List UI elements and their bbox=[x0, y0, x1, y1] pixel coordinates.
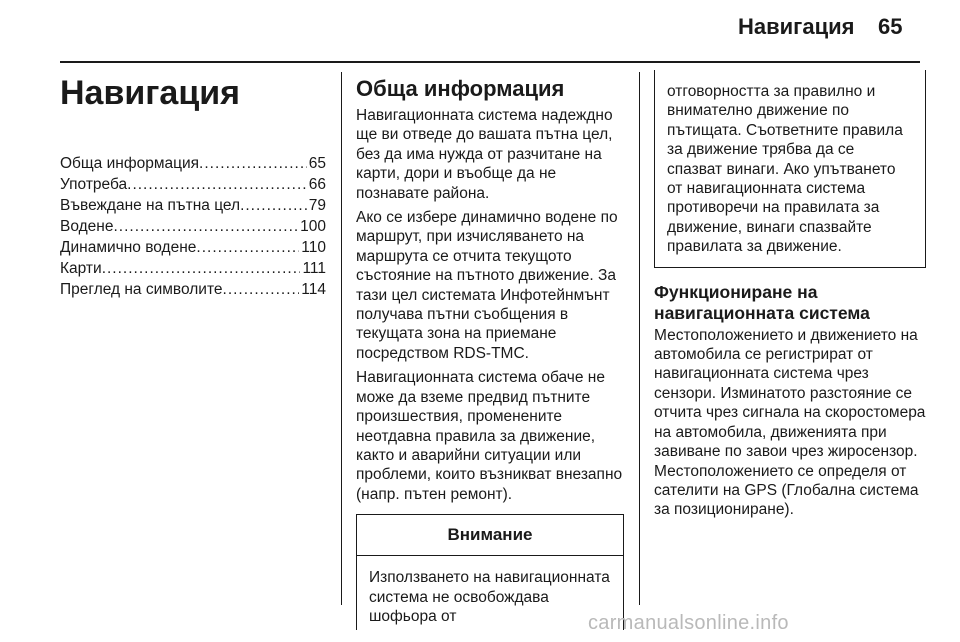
body-paragraph: Навигационната система обаче не може да вземе предвид пътните произшествия, променените неотдавна правила за движение, както и аварийни ситуации или проблеми, които възникват внезапно (напр. пътен ремонт). bbox=[356, 369, 623, 503]
toc-entry-label: Карти bbox=[60, 260, 102, 278]
warning-text: Използването на навигационната система не освобождава шофьора от bbox=[369, 569, 610, 625]
header-rule bbox=[60, 61, 920, 63]
toc-leader-dots bbox=[223, 279, 300, 300]
body-paragraph: Местоположението се определя от сателити на GPS (Глобална система за позициониране). bbox=[654, 462, 919, 519]
function-column bbox=[654, 70, 926, 525]
page-header-title: Навигация bbox=[738, 14, 855, 39]
general-info-column bbox=[356, 70, 624, 630]
toc-leader-dots bbox=[113, 216, 298, 237]
toc-entry[interactable] bbox=[60, 237, 326, 258]
toc-entry-page: 65 bbox=[308, 155, 326, 173]
warning-heading: Внимание bbox=[357, 515, 623, 556]
toc-leader-dots bbox=[102, 258, 301, 279]
toc-entry-page: 66 bbox=[308, 176, 326, 194]
toc-entry-label: Въвеждане на пътна цел bbox=[60, 197, 241, 215]
toc-entry[interactable] bbox=[60, 279, 326, 300]
toc-leader-dots bbox=[199, 153, 307, 174]
toc-leader-dots bbox=[127, 174, 307, 195]
subsection-title: Функциониране на навигационната система bbox=[654, 281, 870, 323]
body-paragraph: Местоположението и движението на автомобила се регистрират от навигационната система чрез сензори. Изминатото разстояние се отчита чрез сигнала на скоростомера на автомобила, движенията при завиване по завои чрез жиросензор. bbox=[654, 326, 926, 461]
chapter-title: Навигация bbox=[60, 74, 240, 112]
toc-entry-label: Преглед на символите bbox=[60, 281, 223, 299]
toc-entry-label: Обща информация bbox=[60, 155, 200, 173]
toc-entry[interactable] bbox=[60, 195, 326, 216]
page-number: 65 bbox=[878, 14, 903, 39]
warning-box bbox=[356, 514, 624, 630]
column-divider-2 bbox=[639, 72, 640, 605]
toc-entry[interactable] bbox=[60, 153, 326, 174]
toc-leader-dots bbox=[240, 195, 307, 216]
toc-entry-label: Динамично водене bbox=[60, 239, 197, 257]
section-title: Обща информация bbox=[356, 76, 565, 101]
toc-entry[interactable] bbox=[60, 174, 326, 195]
table-of-contents bbox=[60, 153, 326, 300]
toc-entry-page: 111 bbox=[302, 260, 326, 278]
toc-entry[interactable] bbox=[60, 216, 326, 237]
toc-entry-page: 79 bbox=[308, 197, 326, 215]
toc-entry-label: Употреба bbox=[60, 176, 128, 194]
column-divider-1 bbox=[341, 72, 342, 605]
toc-entry-page: 114 bbox=[301, 281, 326, 299]
watermark: carmanualsonline.info bbox=[588, 612, 789, 634]
contents-column bbox=[60, 70, 326, 300]
toc-entry-page: 110 bbox=[301, 239, 326, 257]
warning-box-continued: отговорността за правилно и внимателно движение по пътищата. Съответните правила за движение трябва да се спазват винаги. Ако упътването от навигационната система противоречи на правилата за движение, винаги спазвайте правилата за движение. bbox=[654, 70, 926, 268]
toc-entry-page: 100 bbox=[300, 218, 326, 236]
toc-entry-label: Водене bbox=[60, 218, 114, 236]
body-paragraph: Ако се избере динамично водене по маршрут, при изчисляването на маршрута се отчита текущото състояние на пътното движение. За тази цел системата Инфотейнмънт получава пътни съобщения в текущата зона на приемане посредством RDS-TMC. bbox=[356, 209, 618, 362]
body-paragraph: Навигационната система надеждно ще ви отведе до вашата пътна цел, без да има нужда от разчитане на карти, дори и въобще да не познавате района. bbox=[356, 107, 613, 202]
toc-entry[interactable] bbox=[60, 258, 326, 279]
toc-leader-dots bbox=[196, 237, 299, 258]
